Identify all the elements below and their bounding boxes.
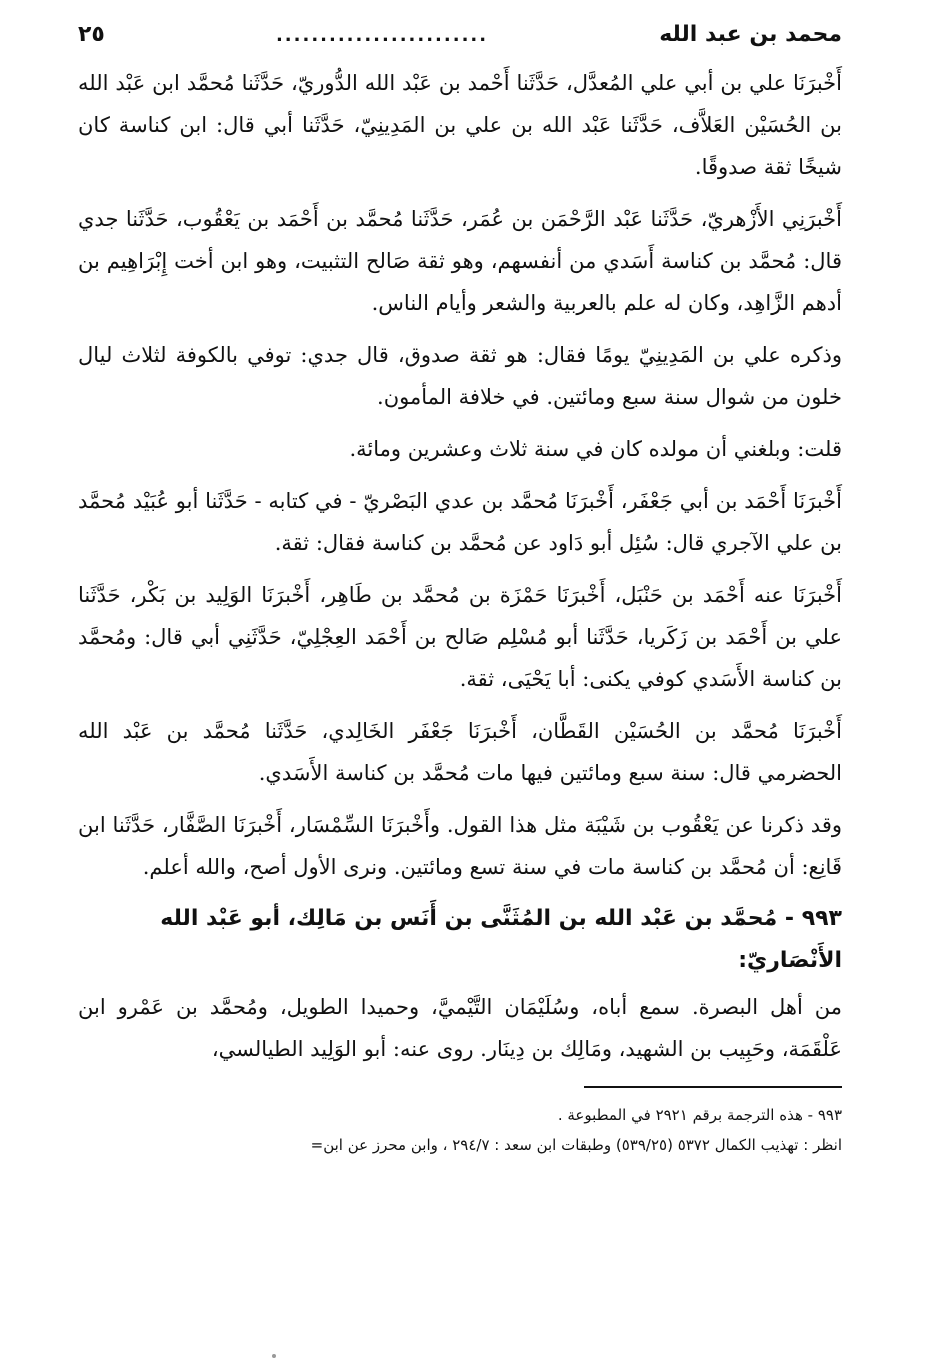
paragraph-7: أَخْبرَنَا مُحمَّد بن الحُسَيْن القَطَّان، أَخْبرَنَا جَعْفَر الخَالِدي، حَدَّثَنا مُحمَّد بن عَبْد الله الحضرمي قال: سنة سبع ومائتين فيها مات مُحمَّد بن كناسة الأَسَدي.	[78, 719, 842, 785]
paragraph-4: قلت: وبلغني أن مولده كان في سنة ثلاث وعشرين ومائة.	[349, 437, 842, 461]
running-title: محمد بن عبد الله	[659, 22, 842, 47]
page-number: ٢٥	[78, 22, 105, 47]
paragraph-3: وذكره علي بن المَدِينِيّ يومًا فقال: هو ثقة صدوق، قال جدي: توفي بالكوفة لثلاث ليال خلون من شوال سنة سبع ومائتين. في خلافة المأمون.	[78, 343, 842, 409]
paragraph-1: أَخْبرَنَا علي بن أبي علي المُعدَّل، حَدَّثَنا أَحْمد بن عَبْد الله الدُّوريّ، حَدَّثَنا مُحمَّد ابن عَبْد الله بن الحُسَيْن العَلاَّف، حَدَّثَنا عَبْد الله بن علي بن المَدِينِيّ، حَدَّثَنا أبي قال: ابن كناسة كان شيخًا ثقة صدوقًا.	[78, 71, 842, 179]
footnote-2: انظر : تهذيب الكمال ٥٣٧٢ (٥٣٩/٢٥) وطبقات ابن سعد : ٢٩٤/٧ ، وابن محرز عن ابن=	[310, 1136, 842, 1154]
paragraph-6: أَخْبرَنَا عنه أَحْمَد بن حَنْبَل، أَخْبرَنَا حَمْزَة بن مُحمَّد بن طَاهِر، أَخْبرَنَا الوَلِيد بن بَكْر، حَدَّثَنا علي بن أَحْمَد بن زَكَريا، حَدَّثَنا أبو مُسْلِم صَالح بن أَحْمَد العِجْلِيّ، حَدَّثَنِي أبي قال: ومُحمَّد بن كناسة الأَسَدي كوفي يكنى: أبا يَحْيَى، ثقة.	[78, 583, 842, 691]
scan-speck	[272, 1354, 276, 1358]
entry-heading: ٩٩٣ - مُحمَّد بن عَبْد الله بن المُثَنَّى بن أَنَس بن مَالِك، أبو عَبْد الله الأَنْصَاريّ:	[160, 906, 842, 973]
page	[78, 22, 842, 1160]
paragraph-8: وقد ذكرنا عن يَعْقُوب بن شَيْبَة مثل هذا القول. وأَخْبرَنَا السِّمْسَار، أَخْبرَنَا الصَّفَّار، حَدَّثَنا ابن قَانِع: أن مُحمَّد بن كناسة مات في سنة تسع ومائتين. ونرى الأول أصح، والله أعلم.	[78, 813, 842, 879]
paragraph-2: أَخْبرَنِي الأَزْهريّ، حَدَّثَنا عَبْد الرَّحْمَن بن عُمَر، حَدَّثَنا مُحمَّد بن أَحْمَد بن يَعْقُوب، حَدَّثَنا جدي قال: مُحمَّد بن كناسة أَسَدي من أنفسهم، وهو ثقة صَالح التثبيت، وهو ابن أخت إِبْرَاهِيم بن أدهم الزَّاهِد، وكان له علم بالعربية والشعر وأيام الناس.	[78, 207, 842, 315]
entry-text: من أهل البصرة. سمع أباه، وسُلَيْمَان التَّيْميَّ، وحميدا الطويل، ومُحمَّد بن عَمْرو ابن عَلْقَمَة، وحَبِيب بن الشهيد، ومَالِك بن دِينَار. روى عنه: أبو الوَلِيد الطيالسي،	[78, 995, 842, 1061]
footnote-rule	[584, 1086, 842, 1088]
footnote-1: ٩٩٣ - هذه الترجمة برقم ٢٩٢١ في المطبوعة .	[557, 1106, 842, 1124]
header-dots: ........................	[275, 25, 489, 46]
paragraph-5: أَخْبرَنَا أَحْمَد بن أبي جَعْفَر، أَخْبرَنَا مُحمَّد بن عدي البَصْريّ - في كتابه - حَدَّثَنا أبو عُبَيْد مُحمَّد بن علي الآجري قال: سُئِل أبو دَاود عن مُحمَّد بن كناسة فقال: ثقة.	[78, 489, 842, 555]
running-header	[78, 22, 842, 62]
